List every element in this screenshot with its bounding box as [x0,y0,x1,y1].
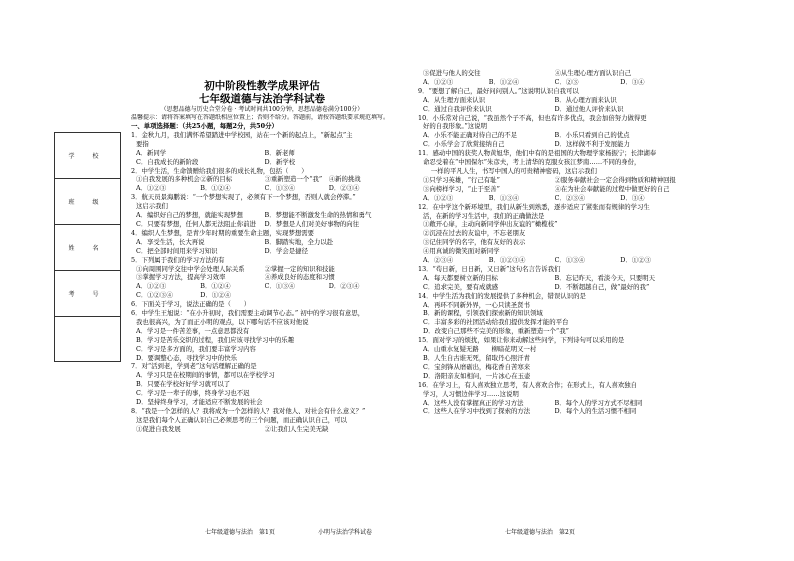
answer-option[interactable]: ②新的目标 [200,175,233,184]
answer-option[interactable]: B．只要在学校好好学习就可以了 [136,380,231,389]
question-text-cont: 活，在新的学习生活中，我们的正确做法是 [423,211,545,220]
answer-option[interactable]: C．②③ [554,77,579,86]
answer-option[interactable]: B．新的课程，引领我们探索新的知识领域 [423,309,543,318]
answer-option[interactable]: B．①②④ [200,282,231,291]
name-field[interactable]: 姓 名 [55,225,120,271]
option-row [418,229,686,238]
answer-option[interactable]: D．③④ [620,193,645,202]
question-text: 4．编织人生梦想，是青少年时期的重要生命主题，实现梦想需要 [131,228,315,237]
answer-option[interactable]: C．这些人在学习中找到了探索的方法 [423,407,531,416]
answer-option[interactable]: ④养成良好的态度和习惯 [264,273,335,282]
option-row [418,194,686,203]
question-text-cont: 这是我们每个人正确认识自己必须思考的三个问题，而正确认识自己，可以 [136,415,347,424]
exam-title: 初中阶段性教学成果评估 [204,80,320,92]
answer-option[interactable]: D．这样做不利于发展能力 [554,140,630,149]
answer-option[interactable]: C．学习是多方面的，我们要丰富学习内容 [136,344,256,353]
answer-option[interactable]: C．只要有梦想，任何人都无法阻止你前进 [136,219,256,228]
answer-option[interactable]: D．②③④ [328,282,360,291]
question-text: 15．面对学习的烦扰，如果让你来动解这些问学，下列诗句可以采用的是 [418,336,625,345]
answer-option[interactable]: ②沉浸在过去的友谊中，不忘老朋友 [423,229,526,238]
answer-option[interactable]: A．山重水复疑无路 柳暗花明又一村 [423,345,537,354]
question-list-right [418,69,686,416]
option-row [418,238,686,247]
question-text: 12．在中学这个新环境里，我们从新生到熟悉，逐步适应了紧张而有规律的学习生 [418,202,650,211]
answer-option[interactable]: ③重新塑造一个“我” [264,175,323,184]
option-row [418,363,686,372]
question-text: 5．下列属于我们的学习方法的有 [131,255,225,264]
answer-option[interactable]: D．②③④ [328,184,360,193]
answer-option[interactable]: B．学习是苦乐交织的过程，我们应该寻找学习中的乐趣 [136,335,295,344]
answer-option[interactable]: D．梦想是人们对美好事物的向往 [264,219,360,228]
student-info-box [54,132,121,362]
answer-option[interactable]: A．每天都要树立新的目标 [423,273,498,282]
option-row [131,238,393,247]
question-text: 一样的平凡人生，书写中国人的可贵精神密码，这启示我们 [418,166,597,175]
option-row [418,407,686,416]
answer-option[interactable]: C．自我成长的新阶段 [136,157,199,166]
answer-option[interactable]: D．洛阳亲友如相问，一片冰心在玉壶 [423,371,531,380]
answer-option[interactable]: ③向榜样学习，“止于至善” [423,184,500,193]
option-row [131,345,393,354]
exam-notes: 温馨提示：请将答案填写在答题纸相应位置上；否则不给分。答题前，请按答题纸要求规范填写。 [131,114,390,121]
section-heading: 一、单项选择题：（共25小题，每题2分，共50分） [131,122,278,130]
option-row [131,175,393,184]
answer-option[interactable]: ①向周围同学交往中学会处理人际关系 [136,264,245,273]
question-text: 13．“苟日新，日日新，又日新”这句名言告诉我们 [418,264,561,273]
footer-page-2: 七年级道德与法治 第2页 [505,529,575,536]
answer-option[interactable]: A．小乐不能正确对待自己的不足 [423,131,518,140]
answer-option[interactable]: B．忘记昨天，看淡今天，只要明天 [554,273,656,282]
option-row [131,398,393,407]
answer-option[interactable]: A．①②③ [136,184,167,193]
answer-option[interactable]: ①自我发展的多种机会 [136,175,200,184]
answer-option[interactable]: A．从生理方面来认识 [423,95,486,104]
question-text: 10．小乐常对自己说，“我虽然个子不高，但也有许多优点，我会加倍努力做得更 [418,113,647,122]
answer-option[interactable]: B．每个人的学习方式不尽相同 [554,398,643,407]
answer-option[interactable]: C．学习是一辈子的事，终身学习也不迟 [136,389,250,398]
option-row [131,371,393,380]
answer-option[interactable]: ③记住同学的名字，他有友好的表示 [423,238,526,247]
option-row [418,78,686,87]
question-text: 9．“要想了解自己，最好问问别人。”这说明认识自我可以 [418,86,579,95]
answer-option[interactable]: A．享受生活，长大再说 [136,237,205,246]
option-row [131,389,393,398]
question-text: 8．“我是一个怎样的人？我将成为一个怎样的人？我对他人、对社会有什么意义？” [131,407,366,415]
answer-option[interactable]: D．不断超越自己，做“最好的我” [554,282,650,291]
answer-option[interactable]: C．①③④ [264,282,295,291]
answer-option[interactable]: ④从生理心理方面认识自己 [554,69,632,77]
option-row [418,327,686,336]
option-row [418,185,686,194]
answer-option[interactable] [265,291,329,300]
option-row [418,354,686,363]
question-text: 16．在学习上，有人喜欢独立思考，有人喜欢合作；在形式上，有人喜欢独自 [418,380,638,389]
option-row [418,69,686,78]
question-text-cont: 这启示我们 [136,202,168,211]
option-row [418,247,686,256]
question-text: 14．中学生活为我们的发展提供了多种机会，错误认识的是 [418,291,586,300]
question-text-cont: 命忍受着在“中国保尔”朱彦夫，考上清华的克服女孩江梦南……不同的身份， [423,158,641,167]
question-text-cont: 我也很高兴，为了而正小明的观点，以下哪句话不应该对他说 [136,317,309,326]
question-text: 11．感动中国的获奖人物黄旭华，他们中有的是祖国的大物理学家杨振宁；长津湖奉 [418,149,657,158]
option-row [131,291,393,300]
option-row [131,220,393,229]
exam-number-field[interactable]: 考 号 [55,271,120,317]
exam-subtitle-title: 七年级道德与法治学科试卷 [199,93,325,105]
answer-option[interactable]: D．①②④ [200,291,231,300]
class-field[interactable]: 班 级 [55,179,120,225]
option-row [418,256,686,265]
option-row [418,274,686,283]
answer-option[interactable]: B．①③④ [488,193,520,202]
option-row [418,283,686,292]
answer-option[interactable]: B．小乐只看到自己的优点 [554,131,630,140]
answer-option[interactable]: A．再环不同新外界，一心只读圣贤书 [423,300,530,309]
option-row [131,336,393,345]
answer-option[interactable]: D．通过他人评价来认识 [554,104,624,113]
option-row [131,247,393,256]
blank-field [55,317,120,363]
option-row [131,354,393,363]
answer-option[interactable]: B．新老师 [264,148,295,157]
option-row [131,425,393,434]
column-left [131,80,393,434]
answer-option[interactable]: D．学会是捷径 [264,246,308,255]
option-row [418,140,686,149]
question-text-cont: 好的自我形象。”这说明 [423,122,487,131]
column-right [418,69,686,416]
answer-option[interactable] [329,291,393,300]
option-row [418,131,686,140]
answer-option[interactable]: A．①②③ [423,193,454,202]
option-row [418,220,686,229]
answer-option[interactable]: A．②③④ [423,256,454,265]
option-row [131,327,393,336]
question-text-cont: 要指 [136,139,149,148]
answer-option[interactable]: A．新同学 [136,148,167,157]
school-field[interactable]: 学 校 [55,133,120,179]
answer-option[interactable]: B．人生自古谁无死，留取丹心照汗青 [423,354,530,362]
option-row [418,301,686,310]
answer-option[interactable]: B．从心理方面来认识 [554,95,617,104]
answer-option[interactable]: ②服务奉献社会一定会得到物质和精神回报 [554,175,676,184]
answer-option[interactable]: C．①③④ [554,256,585,265]
option-row [418,309,686,318]
question-text: 7．对“活到老，学到老”这句话理解正确的是 [131,362,257,371]
footer-mid: 小明与法治学科试卷 [318,529,373,536]
answer-option[interactable]: A．学习是一件苦差事，一点意思都没有 [136,326,250,335]
option-row [418,176,686,185]
option-row [418,105,686,114]
answer-option[interactable]: ①促进自我发展 [136,424,181,433]
answer-option[interactable]: D．每个人的生活习惯不相同 [554,407,637,416]
question-text: 2．中学生活，生命馈赠给我们很多的成长礼物，包括（ ） [131,166,308,175]
answer-option[interactable]: A．这些人没有掌握真正的学习方法 [423,398,524,407]
question-list-left [131,131,393,434]
option-row [418,96,686,105]
answer-option[interactable]: C．通过自我评价来认识 [423,104,492,113]
answer-option[interactable]: ④用真诚的微笑面对新同学 [423,247,500,256]
answer-option[interactable]: ③掌握学习方法，提高学习效率 [136,273,226,282]
answer-option[interactable]: B．脚踏实地，全力以赴 [264,237,334,246]
answer-option[interactable]: C．丰富多彩的社团活动给我们提供发挥才能的平台 [423,318,569,327]
answer-option[interactable]: C．把全部时间用来学习知识 [136,246,218,255]
option-row [418,399,686,408]
answer-option[interactable]: A．①②③ [423,77,454,86]
answer-option[interactable]: A．①②③ [136,282,167,291]
option-row [131,211,393,220]
answer-option[interactable]: D．要调整心态，寻找学习中的快乐 [136,353,237,362]
answer-option[interactable]: D．改变自己那些不完美的形象，重新塑造一个“我” [423,327,569,336]
option-row [131,149,393,167]
question-text-cont: 学习，人习惯边伴学习……这说明 [423,389,519,398]
option-row [131,380,393,389]
answer-option[interactable]: ④新的挑战 [328,175,361,184]
footer-page-1: 七年级道德与法治 第1页 [205,529,275,536]
answer-option[interactable]: D．坚持终身学习，才能适应不断发展的社会 [136,398,263,407]
answer-option[interactable]: ④在为社会奉献能的过程中做更好的自己 [554,184,670,193]
option-row [131,184,393,193]
option-row [131,265,393,274]
answer-option[interactable]: ③促进与他人的交往 [423,69,481,77]
question-text: 6．下面关于学习，说法正确的是（ ） [131,300,251,309]
answer-option[interactable]: ②让我们人生完美无缺 [264,424,329,433]
answer-option[interactable]: C．①②③④ [136,291,173,300]
answer-option[interactable]: ①只学习英雄，“行己有耻” [423,175,500,184]
exam-info: （思想品德与历史合堂分卷 · 考试时间共100分钟，思想品德卷满分100分） [160,106,364,113]
option-row [131,282,393,291]
answer-option[interactable]: C．①③④ [264,184,295,193]
answer-option[interactable]: B．①②③④ [488,256,526,265]
answer-option[interactable]: C．小乐学会了欣赏接纳自己 [423,140,505,149]
answer-option[interactable]: D．③④ [620,77,645,86]
answer-option[interactable]: B．①②④ [200,184,231,193]
answer-option[interactable]: ①敞开心扉，主动向新同学伸出友谊的“橄榄枝” [423,220,558,229]
answer-option[interactable]: C．②③④ [554,193,585,202]
option-row [131,273,393,282]
answer-option[interactable]: D．新学校 [264,157,296,166]
question-text: 3．航天员景海鹏说：“一个梦想实现了，必须有下一个梦想，否则人就会停滞。” [131,193,356,202]
question-text: 1．金秋九月，我们满怀希望踏进中学校园，站在一个新的起点上，“新起点”主 [131,130,353,139]
answer-option[interactable]: C．宝剑锋从磨砺出，梅花香自苦寒来 [423,362,531,371]
answer-option[interactable]: A．学习只是在校期间的事情，都可以在学校学习 [136,371,275,380]
answer-option[interactable]: C．追求完美，要有成就感 [423,282,499,291]
question-text: 6．中学生王旭说：“在小升初时，我们需要主动调节心态。” 初中的学习很有意思， [131,309,365,318]
option-row [418,318,686,327]
option-row [418,345,686,354]
answer-option[interactable]: B．①②④ [488,77,520,86]
answer-option[interactable]: A．编织好自己的梦想，就能实现梦想 [136,211,243,220]
option-row [418,372,686,381]
answer-option[interactable]: ②掌握一定的知识和技能 [264,264,335,273]
answer-option[interactable]: D．①②③ [620,256,651,265]
answer-option[interactable]: B．梦想能不断激发生命的热情和勇气 [264,211,372,220]
